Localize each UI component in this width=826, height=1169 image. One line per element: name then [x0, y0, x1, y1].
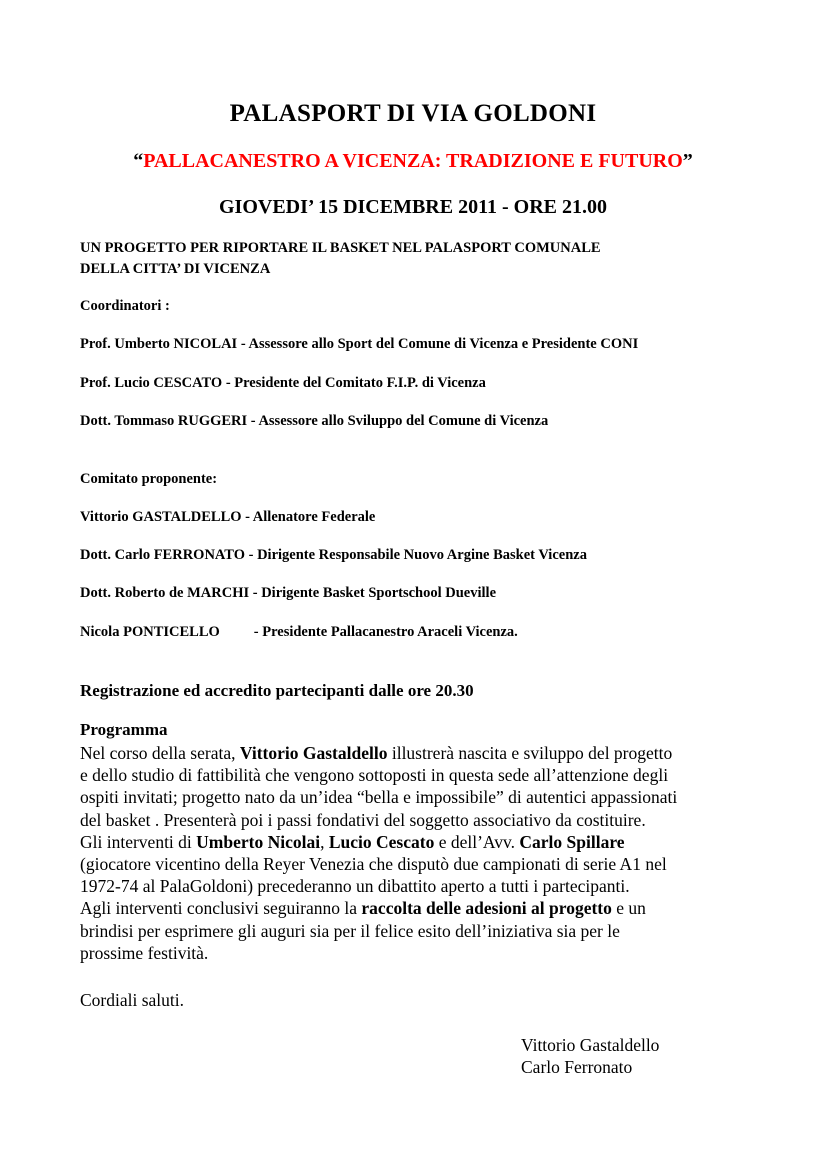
- text-run: e dell’Avv.: [434, 831, 520, 852]
- text-run: Gli interventi di: [80, 831, 197, 852]
- text-run: Agli interventi conclusivi seguiranno la: [80, 898, 362, 919]
- body-line: (giocatore vicentino della Reyer Venezia che disputò due campionati di serie A1 nel: [80, 854, 667, 875]
- coordinator-item: Dott. Tommaso RUGGERI - Assessore allo Sviluppo del Comune di Vicenza: [80, 413, 549, 429]
- event-date: GIOVEDI’ 15 DICEMBRE 2011 - ORE 21.00: [219, 196, 607, 218]
- committee-item: Dott. Carlo FERRONATO - Dirigente Responsabile Nuovo Argine Basket Vicenza: [80, 547, 587, 563]
- committee-item: [80, 624, 518, 641]
- bold-name: Vittorio Gastaldello: [239, 743, 388, 763]
- committee-item: Dott. Roberto de MARCHI - Dirigente Basket Sportschool Dueville: [80, 585, 497, 601]
- coordinator-item: Prof. Lucio CESCATO - Presidente del Comitato F.I.P. di Vicenza: [80, 375, 486, 391]
- text-run: Nel corso della serata,: [80, 743, 240, 763]
- bold-name: Umberto Nicolai: [196, 831, 321, 852]
- body-line: [80, 831, 760, 853]
- subtitle-close-quote: ”: [682, 150, 693, 172]
- committee-member-name: Nicola PONTICELLO: [80, 624, 220, 640]
- event-subtitle: [0, 150, 826, 173]
- text-run: ,: [320, 831, 329, 852]
- body-line: prossime festività.: [80, 942, 209, 963]
- closing-salutation: Cordiali saluti.: [80, 990, 185, 1010]
- coordinators-heading: Coordinatori :: [80, 298, 170, 314]
- body-line: e dello studio di fattibilità che vengono sottoposti in questa sede all’attenzione degli: [80, 765, 669, 786]
- registration-note: Registrazione ed accredito partecipanti dalle ore 20.30: [80, 681, 474, 700]
- bold-phrase: raccolta delle adesioni al progetto: [361, 898, 612, 919]
- body-line: brindisi per esprimere gli auguri sia per il felice esito dell’iniziativa sia per le: [80, 920, 620, 941]
- body-line: [80, 742, 760, 764]
- text-run: e un: [611, 898, 646, 919]
- body-line: 1972-74 al PalaGoldoni) precederanno un dibattito aperto a tutti i partecipanti.: [80, 876, 630, 897]
- programma-body: [80, 742, 760, 964]
- subtitle-open-quote: “: [133, 150, 144, 172]
- body-line: del basket . Presenterà poi i passi fondativi del soggetto associativo da costituire.: [80, 809, 646, 830]
- signature-name: Vittorio Gastaldello: [521, 1035, 660, 1055]
- committee-item: Vittorio GASTALDELLO - Allenatore Federale: [80, 509, 376, 525]
- project-line-2: DELLA CITTA’ DI VICENZA: [80, 261, 271, 277]
- page-title: PALASPORT DI VIA GOLDONI: [229, 100, 597, 127]
- signature-name: Carlo Ferronato: [521, 1057, 633, 1077]
- project-line-1: UN PROGETTO PER RIPORTARE IL BASKET NEL PALASPORT COMUNALE: [80, 240, 601, 256]
- text-run: illustrerà nascita e sviluppo del progetto: [387, 743, 673, 763]
- committee-heading: Comitato proponente:: [80, 471, 218, 487]
- coordinator-item: Prof. Umberto NICOLAI - Assessore allo Sport del Comune di Vicenza e Presidente CONI: [80, 336, 639, 352]
- programma-heading: Programma: [80, 720, 168, 739]
- body-line: [80, 897, 760, 919]
- subtitle-text: PALLACANESTRO A VICENZA: TRADIZIONE E FUTURO: [143, 150, 683, 172]
- committee-member-role: - Presidente Pallacanestro Araceli Vicenza.: [253, 624, 518, 640]
- bold-name: Lucio Cescato: [328, 831, 435, 852]
- bold-name: Carlo Spillare: [519, 831, 625, 852]
- body-line: ospiti invitati; progetto nato da un’idea “bella e impossibile” di autentici appassionati: [80, 787, 678, 808]
